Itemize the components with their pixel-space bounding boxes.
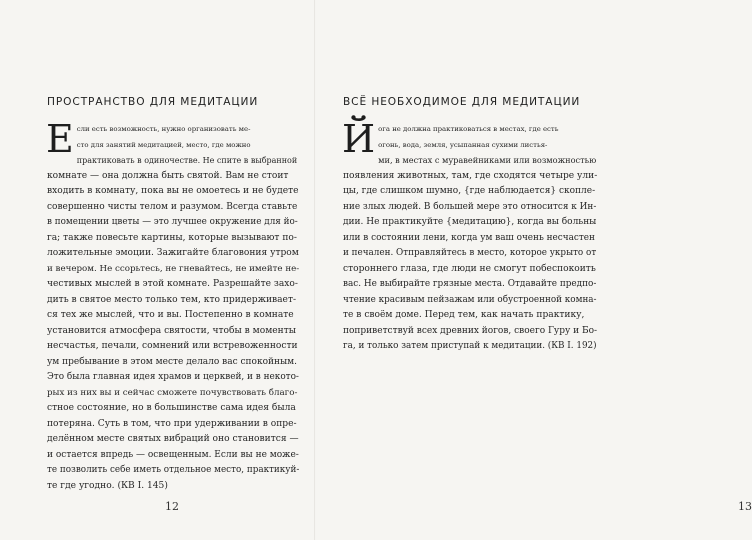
right-page xyxy=(315,0,752,540)
text-line: появления животных, там, где сходятся четыре ули- xyxy=(343,170,598,181)
text-line: те в своём доме. Перед тем, как начать практику, xyxy=(343,310,585,320)
text-line: стное состояние, но в большинстве сама идея была xyxy=(47,403,296,413)
text-line: ми, в местах с муравейниками или возможностью xyxy=(378,155,597,165)
text-line: чтение красивым пейзажам или обустроенной комна- xyxy=(343,294,597,305)
left-page-heading: ПРОСТРАНСТВО ДЛЯ МЕДИТАЦИИ xyxy=(47,96,259,108)
text-line: те где угодно. (КВ I. 145) xyxy=(47,480,168,491)
text-line: или в состоянии лени, когда ум ваш очень несчастен xyxy=(343,232,595,243)
text-line: Это была главная идея храмов и церквей, и в некото- xyxy=(47,372,299,382)
left-page-dropcap: Е xyxy=(46,117,74,161)
left-page xyxy=(0,0,315,540)
text-line: и печален. Отправляйтесь в место, которое укрыто от xyxy=(343,248,597,258)
text-line: вас. Не выбирайте грязные места. Отдавайте предпо- xyxy=(343,279,597,289)
text-line: ога не должна практиковаться в местах, где есть xyxy=(378,125,559,133)
right-page-number: 13 xyxy=(738,500,752,513)
text-line: совершенно чисты телом и разумом. Всегда ставьте xyxy=(47,201,298,212)
text-line: дии. Не практикуйте {медитацию}, когда вы больны xyxy=(343,217,597,227)
text-line: комнате — она должна быть святой. Вам не стоит xyxy=(47,170,289,181)
text-line: те позволить себе иметь отдельное место, практикуй- xyxy=(47,465,300,475)
text-line: ся тех же мыслей, что и вы. Постепенно в комнате xyxy=(47,310,294,320)
text-line: стороннего глаза, где люди не смогут побеспокоить xyxy=(343,263,596,274)
text-line: и остается впредь — освещенным. Если вы не може- xyxy=(47,449,299,460)
text-line: цы, где слишком шумно, {где наблюдается} скопле- xyxy=(343,186,596,196)
text-line: дить в святое место только тем, кто придерживает- xyxy=(47,294,297,305)
text-line: ложительные эмоции. Зажигайте благовония утром xyxy=(47,248,299,258)
text-line: га, и только затем приступай к медитации. (КВ I. 192) xyxy=(343,341,597,351)
text-line: ние злых людей. В большей мере это относится к Ин- xyxy=(343,201,597,212)
text-line: установится атмосфера святости, чтобы в моменты xyxy=(47,325,296,336)
text-line: в помещении цветы — это лучшее окружение для йо- xyxy=(47,217,298,227)
text-line: сли есть возможность, нужно организовать ме- xyxy=(76,125,251,133)
right-page-heading: ВСЁ НЕОБХОДИМОЕ ДЛЯ МЕДИТАЦИИ xyxy=(343,96,581,108)
left-page-number: 12 xyxy=(165,500,179,513)
text-line: и вечером. Не ссорьтесь, не гневайтесь, не имейте не- xyxy=(47,263,300,274)
text-line: поприветствуй всех древних йогов, своего Гуру и Бо- xyxy=(343,325,598,336)
text-line: рых из них вы и сейчас сможете почувствовать благо- xyxy=(47,387,298,398)
text-line: делённом месте святых вибраций оно становится — xyxy=(47,434,299,444)
text-line: ум пребывание в этом месте делало вас спокойным. xyxy=(47,356,298,367)
text-line: га; также повесьте картины, которые вызывают по- xyxy=(47,232,297,243)
text-line: честивых мыслей в этой комнате. Разрешайте захо- xyxy=(47,279,298,289)
text-line: огонь, вода, земля, усыпанная сухими листья- xyxy=(378,140,548,149)
left-page-body xyxy=(46,117,300,494)
text-line: практиковать в одиночестве. Не спите в выбранной xyxy=(76,156,298,165)
text-line: потеряна. Суть в том, что при удерживании в опре- xyxy=(47,418,297,429)
right-page-dropcap: Й xyxy=(342,117,376,161)
right-page-body xyxy=(342,117,598,355)
text-line: входить в комнату, пока вы не омоетесь и не будете xyxy=(47,186,299,196)
text-line: несчастья, печали, сомнений или встревоженности xyxy=(47,341,298,351)
text-line: сто для занятий медитацией, место, где можно xyxy=(76,140,251,149)
